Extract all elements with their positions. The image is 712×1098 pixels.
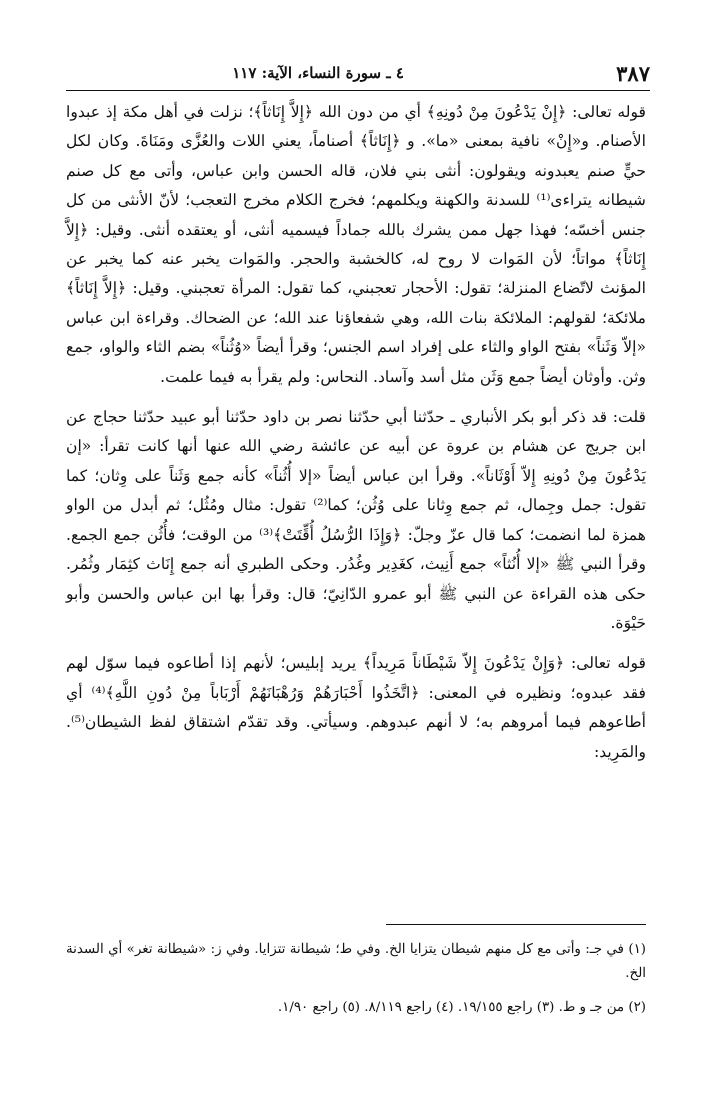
page-number: ٣٨٧ bbox=[616, 60, 650, 86]
footnotes bbox=[66, 938, 646, 1020]
paragraph-2: قلت: قد ذكر أبو بكر الأنباري ـ حدّثنا أبي حدّثنا نصر بن داود حدّثنا أبو عبيد حدّثنا حجاج عن ابن جريج عن هشام بن عروة عن أبيه عن عائشة رضي الله عنها أنها كانت تقرأ: «إن يَدْعُونَ مِنْ دُونِهِ إِلاّ أَوْثَاناً». وقرأ ابن عباس أيضاً «إلا أُثُناً» كأنه جمع وَثَناً على وِثان؛ كما تقول: جمل وجِمال، ثم جمع وِثانا على وُثُن؛ كما⁽²⁾ تقول: مثال ومُثُل؛ ثم أبدل من الواو همزة لما انضمت؛ كما قال عزّ وجلّ: ﴿وَإِذَا الرُّسُلُ أُقِّتَتْ﴾⁽³⁾ من الوقت؛ فأُثُن جمع الجمع. وقرأ النبي ﷺ «إلا أُنُثاً» جمع أَنِيث، كغَدِير وغُدُر. وحكى الطبري أنه جمع إِنَاث كثِمَار وثُمُر. حكى هذه القراءة عن النبي ﷺ أبو عمرو الدّانِيّ؛ قال: وقرأ بها ابن عباس والحسن وأبو حَيْوَة. bbox=[66, 408, 646, 632]
footnote-divider bbox=[386, 924, 646, 925]
main-text bbox=[66, 98, 646, 767]
page-header bbox=[66, 56, 650, 91]
paragraph-1: قوله تعالى: ﴿إِنْ يَدْعُونَ مِنْ دُونِهِ﴾ أي من دون الله ﴿إِلاَّ إِنَاثاً﴾؛ نزلت في أهل مكة إذ عبدوا الأصنام. و«إِنْ» نافية بمعنى «ما». و ﴿إِنَاثاً﴾ أصناماً، يعني اللات والعُزَّى ومَنَاةَ. وكان لكل حيٍّ صنم يعبدونه ويقولون: أنثى بني فلان، قاله الحسن وابن عباس، وأتى مع كل صنم شيطانه يتراءى⁽¹⁾ للسدنة والكهنة ويكلمهم؛ فخرج الكلام مخرج التعجب؛ لأنّ الأنثى من كل جنس أخسّه؛ فهذا جهل ممن يشرك بالله جماداً فيسميه أنثى، أو يعتقده أنثى. وقيل: ﴿إِلاَّ إِنَاثاً﴾ مواتاً؛ لأن المَوات لا روح له، كالخشبة والحجر. والمَوات يخبر عنه كما يخبر عن المؤنث لاتّضاع المنزلة؛ تقول: الأحجار تعجبني، كما تقول: المرأة تعجبني. وقيل: ﴿إِلاَّ إِنَاثاً﴾ ملائكة؛ لقولهم: الملائكة بنات الله، وهي شفعاؤنا عند الله؛ عن الضحاك. وقراءة ابن عباس «إلاّ وَثَناً» بفتح الواو والثاء على إفراد اسم الجنس؛ وقرأ أيضاً «وُثُناً» بضم الثاء والواو، جمع وثن. وأوثان أيضاً جمع وَثَن مثل أسد وآساد. النحاس: ولم يقرأ به فيما علمت. bbox=[66, 103, 646, 386]
footnote-2: (٢) من جـ و ط. (٣) راجع ١٩/١٥٥. (٤) راجع ٨/١١٩. (٥) راجع ١/٩٠. bbox=[277, 1000, 646, 1015]
running-head: ٤ ـ سورة النساء، الآية: ١١٧ bbox=[232, 64, 404, 82]
paragraph-3: قوله تعالى: ﴿وَإِنْ يَدْعُونَ إِلاّ شَيْطَاناً مَرِيداً﴾ يريد إبليس؛ لأنهم إذا أطاعوه فيما سوّل لهم فقد عبدوه؛ ونظيره في المعنى: ﴿اتَّخَذُوا أَحْبَارَهُمْ وَرُهْبَانَهُمْ أَرْبَاباً مِنْ دُونِ اللَّهِ﴾⁽⁴⁾ أي أطاعوهم فيما أمروهم به؛ لا أنهم عبدوهم. وسيأتي. وقد تقدّم اشتقاق لفظ الشيطان⁽⁵⁾. والمَرِيد: bbox=[66, 654, 647, 761]
footnote-1: (١) في جـ: وأتى مع كل منهم شيطان يتزايا الخ. وفي ط؛ شيطانة تتزايا. وفي ز: «شيطانة تغر» أي السدنة الخ. bbox=[66, 942, 646, 981]
